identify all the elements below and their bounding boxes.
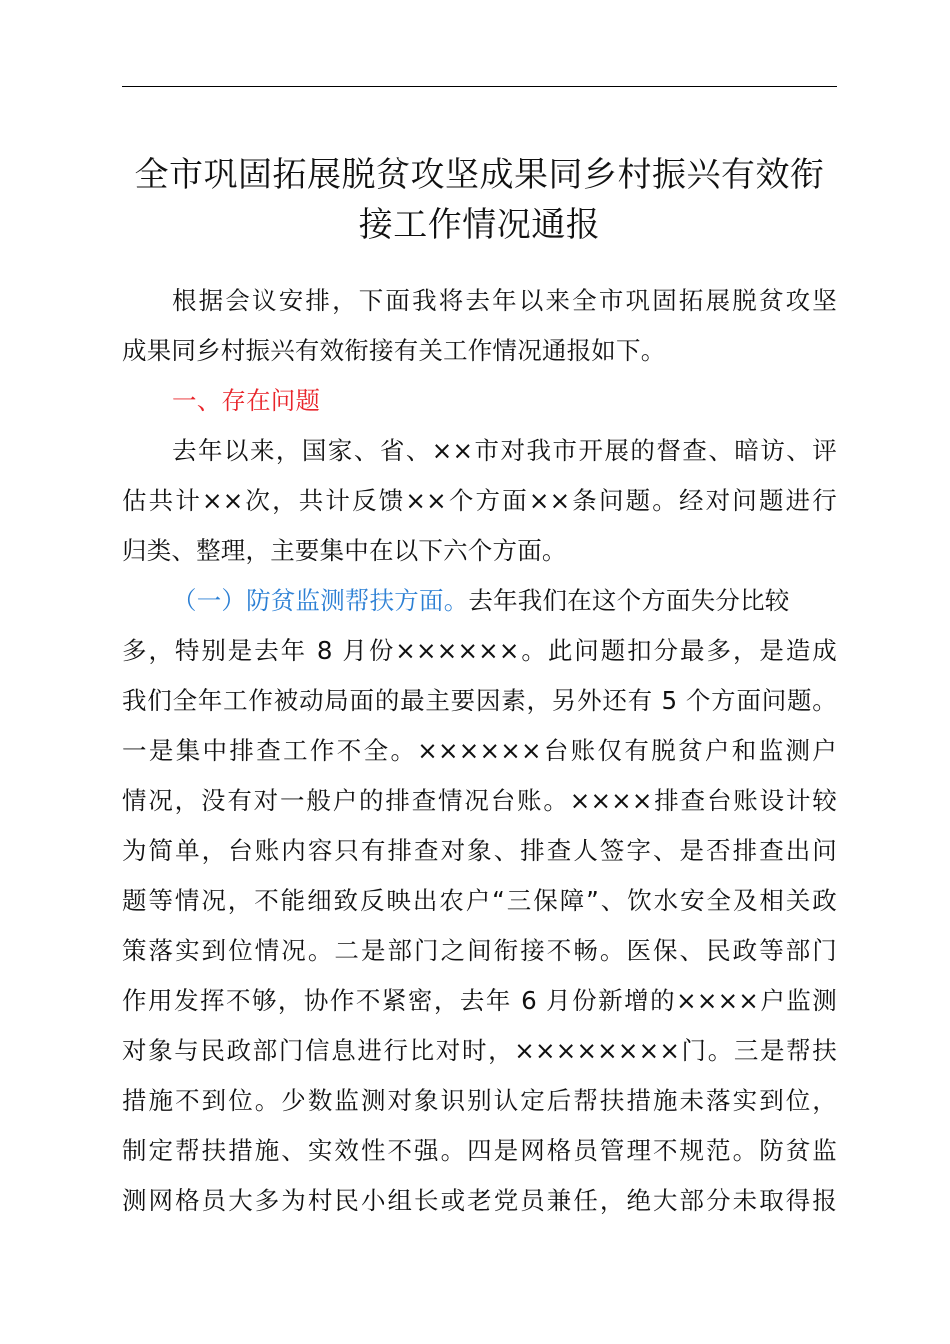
sub1-line-10: 对象与民政部门信息进行比对时，××××××××门。三是帮扶 — [122, 1036, 837, 1065]
subsection-heading-monitoring: （一）防贫监测帮扶方面。 — [172, 586, 469, 615]
section1-line-3: 归类、整理，主要集中在以下六个方面。 — [122, 536, 567, 565]
section-heading-problems: 一、存在问题 — [172, 386, 321, 415]
sub1-line-9: 作用发挥不够，协作不紧密，去年 6 月份新增的××××户监测 — [122, 986, 837, 1015]
section1-line-1: 去年以来，国家、省、××市对我市开展的督查、暗访、评 — [172, 436, 837, 465]
section1-line-2: 估共计××次，共计反馈××个方面××条问题。经对问题进行 — [122, 486, 837, 515]
sub1-line-5: 情况，没有对一般户的排查情况台账。××××排查台账设计较 — [122, 786, 837, 815]
header-rule — [122, 86, 837, 87]
sub1-first-line-text: 去年我们在这个方面失分比较 — [468, 586, 790, 615]
intro-line-2: 成果同乡村振兴有效衔接有关工作情况通报如下。 — [122, 336, 666, 365]
title-line-2: 接工作情况通报 — [358, 205, 601, 245]
sub1-line-2: 多，特别是去年 8 月份××××××。此问题扣分最多，是造成 — [122, 636, 837, 665]
intro-line-1: 根据会议安排，下面我将去年以来全市巩固拓展脱贫攻坚 — [172, 286, 837, 315]
document-body — [122, 276, 837, 1226]
sub1-line-6: 为简单，台账内容只有排查对象、排查人签字、是否排查出问 — [122, 836, 837, 865]
sub1-line-11: 措施不到位。少数监测对象识别认定后帮扶措施未落实到位， — [122, 1086, 837, 1115]
sub1-line-12: 制定帮扶措施、实效性不强。四是网格员管理不规范。防贫监 — [122, 1136, 837, 1165]
title-line-1: 全市巩固拓展脱贫攻坚成果同乡村振兴有效衔 — [134, 155, 825, 195]
sub1-line-8: 策落实到位情况。二是部门之间衔接不畅。医保、民政等部门 — [122, 936, 837, 965]
document-title — [122, 150, 837, 250]
sub1-first-line — [122, 576, 837, 626]
sub1-line-13: 测网格员大多为村民小组长或老党员兼任，绝大部分未取得报 — [122, 1186, 837, 1215]
sub1-line-7: 题等情况，不能细致反映出农户“三保障”、饮水安全及相关政 — [122, 886, 837, 915]
sub1-line-4: 一是集中排查工作不全。××××××台账仅有脱贫户和监测户 — [122, 736, 837, 765]
sub1-line-3: 我们全年工作被动局面的最主要因素，另外还有 5 个方面问题。 — [122, 686, 837, 715]
